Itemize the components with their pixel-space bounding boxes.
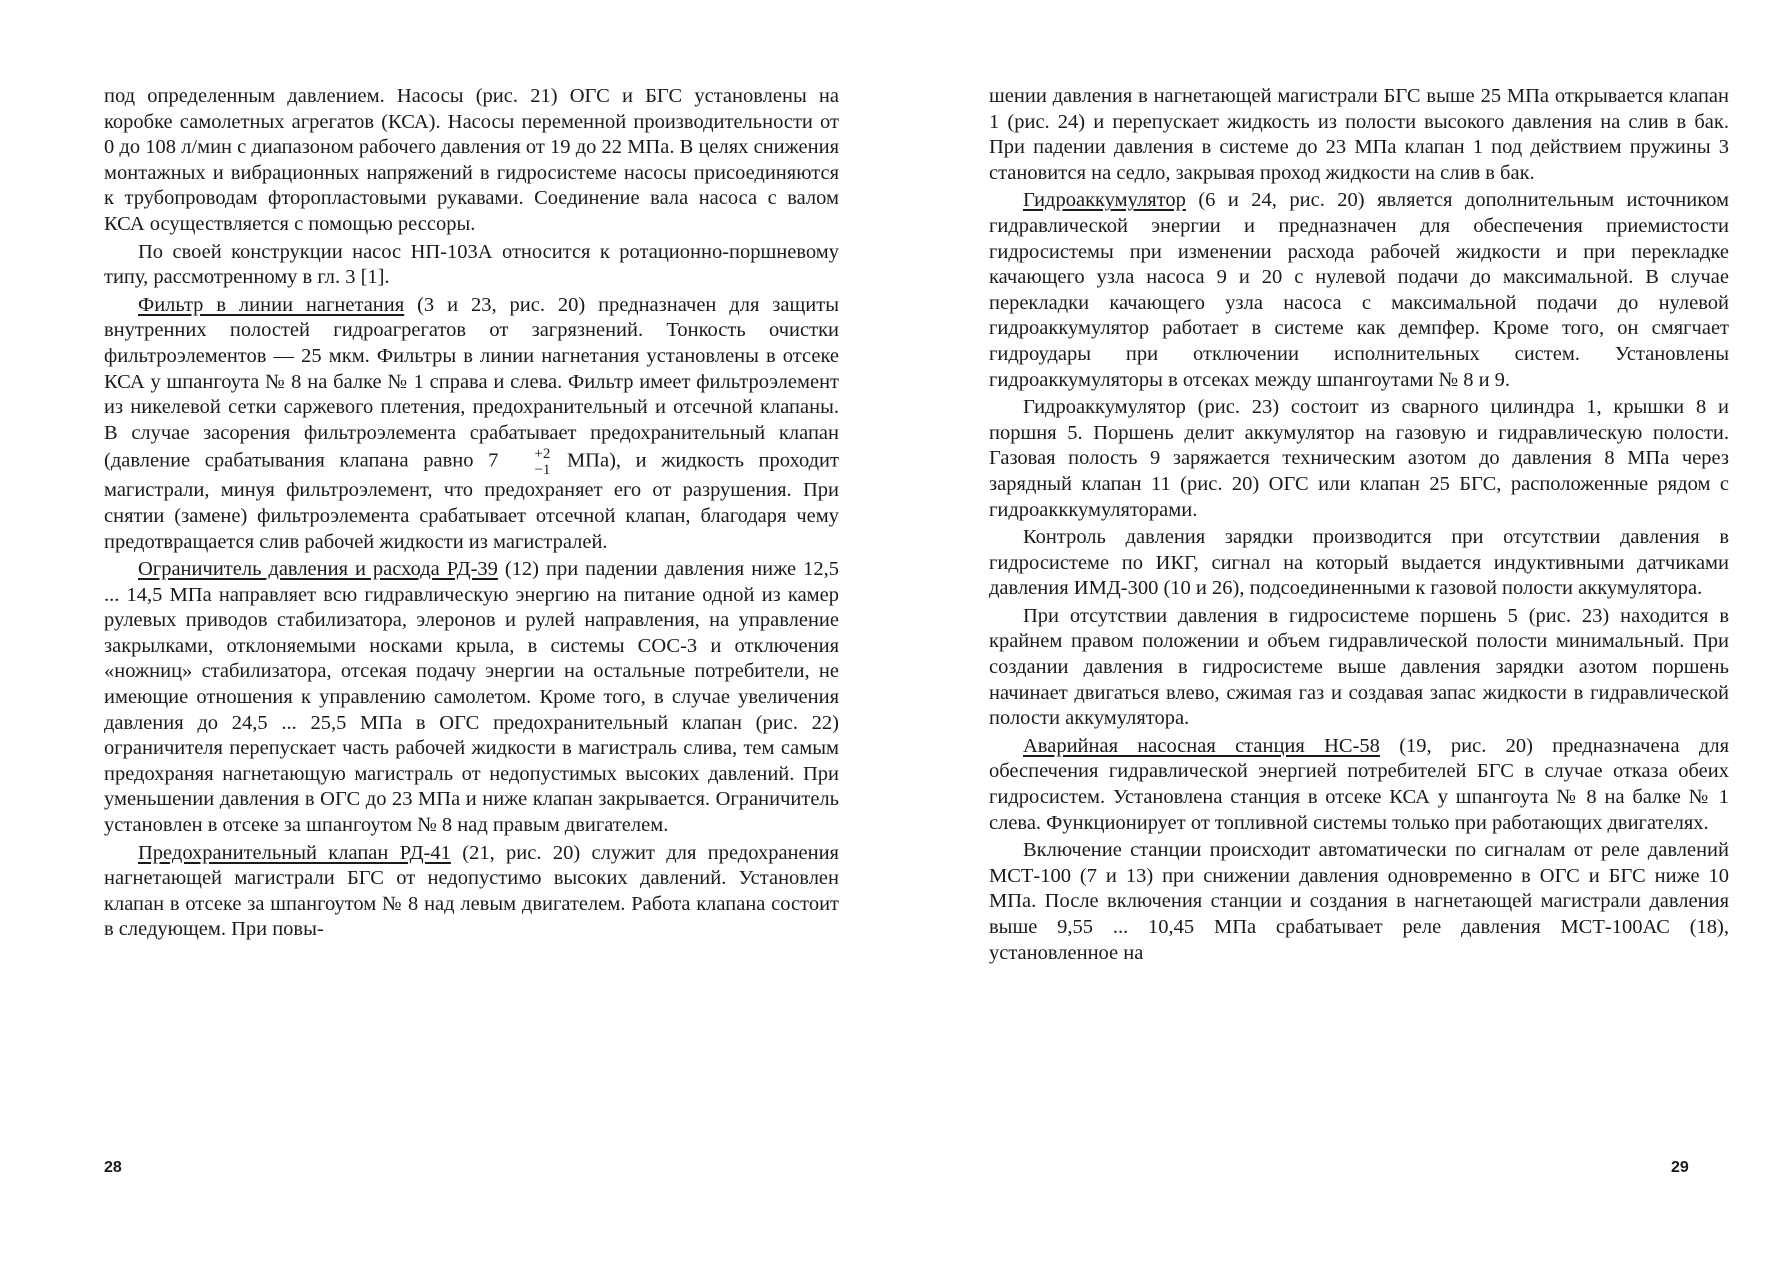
- paragraph: Включение станции происходит автоматически по сигналам от реле давлений МСТ-100 (7 и 13) при снижении давления одновременно в ОГС и БГС ниже 10 МПа. После включения станции и создания в нагнетающей магистрали давления выше 9,55 ... 10,45 МПа срабатывает реле давления МСТ-100АС (18), установленное на: [989, 839, 1729, 964]
- paragraph: шении давления в нагнетающей магистрали БГС выше 25 МПа открывается клапан 1 (рис. 24) и перепускает жидкость из полости высокого давления на слив в бак. При падении давления в системе до 23 МПа клапан 1 под действием пружины 3 становится на седло, закрывая проход жидкости на слив в бак.: [989, 85, 1729, 184]
- term-heading: Фильтр в линии нагнетания: [138, 293, 405, 316]
- term-heading: Ограничитель давления и расхода РД-39: [138, 558, 498, 581]
- right-text-column: [989, 84, 1729, 966]
- paragraph: Гидроаккумулятор (рис. 23) состоит из сварного цилиндра 1, крышки 8 и поршня 5. Поршень делит аккумулятор на газовую и гидравлическую полости. Газовая полость 9 заряжается техническим азотом до давления 8 МПа через зарядный клапан 11 (рис. 20) ОГС или клапан 25 БГС, расположенные рядом с гидроакккумуляторами.: [989, 396, 1729, 521]
- left-text-column: [104, 84, 839, 943]
- paragraph: Фильтр в линии нагнетания (3 и 23, рис. 20) предназначен для защиты внутренних полостей гидроагрегатов от загрязнений. Тонкость очистки фильтроэлементов — 25 мкм. Фильтры в линии нагнетания установлены в отсеке КСА у шпангоута № 8 на балке № 1 справа и слева. Фильтр имеет фильтроэлемент из никелевой сетки саржевого плетения, предохранительный и отсечной клапаны. В случае засорения фильтроэлемента срабатывает предохранительный клапан (давление срабатывания клапана равно 7 +2 −1 МПа), и жидкость проходит магистрали, минуя фильтроэлемент, что предохраняет его от разрушения. При снятии (замене) фильтроэлемента срабатывает отсечной клапан, благодаря чему предотвращается слив рабочей жидкости из магистралей.: [104, 293, 839, 553]
- paragraph: Аварийная насосная станция НС-58 (19, рис. 20) предназначена для обеспечения гидравлической энергией потребителей БГС в случае отказа обеих гидросистем. Установлена станция в отсеке КСА у шпангоута № 8 на балке № 1 слева. Функционирует от топливной системы только при работающих двигателях.: [989, 734, 1729, 834]
- left-page: [0, 0, 893, 1263]
- term-heading: Гидроаккумулятор: [1023, 189, 1186, 212]
- paragraph: под определенным давлением. Насосы (рис. 21) ОГС и БГС установлены на коробке самолетных агрегатов (КСА). Насосы переменной производительности от 0 до 108 л/мин с диапазоном рабочего давления от 19 до 22 МПа. В целях снижения монтажных и вибрационных напряжений в гидросистеме насосы присоединяются к трубопроводам фторопластовыми рукавами. Соединение вала насоса с валом КСА осуществляется с помощью рессоры.: [104, 85, 839, 235]
- paragraph: Контроль давления зарядки производится при отсутствии давления в гидросистеме по ИКГ, сигнал на который выдается индуктивными датчиками давления ИМД-300 (10 и 26), подсоединенными к газовой полости аккумулятора.: [989, 526, 1729, 600]
- tolerance-fraction: +2 −1: [534, 446, 551, 479]
- page-number: 28: [104, 1159, 122, 1176]
- right-page: [893, 0, 1787, 1263]
- term-heading: Аварийная насосная станция НС-58: [1023, 734, 1380, 757]
- paragraph: Предохранительный клапан РД-41 (21, рис. 20) служит для предохранения нагнетающей магистрали БГС от недопустимо высоких давлений. Установлен клапан в отсеке за шпангоутом № 8 над левым двигателем. Работа клапана состоит в следующем. При повы-: [104, 841, 839, 941]
- paragraph: При отсутствии давления в гидросистеме поршень 5 (рис. 23) находится в крайнем правом положении и объем гидравлической полости минимальный. При создании давления в гидросистеме выше давления зарядки азотом поршень начинает двигаться влево, сжимая газ и создавая запас жидкости в гидравлической полости аккумулятора.: [989, 604, 1729, 730]
- page-number: 29: [1671, 1159, 1689, 1176]
- paragraph: Гидроаккумулятор (6 и 24, рис. 20) является дополнительным источником гидравлической энергии и предназначен для обеспечения приемистости гидросистемы при изменении расхода рабочей жидкости и при перекладке качающего узла насоса 9 и 20 с нулевой подачи до максимальной. В случае перекладки качающего узла насоса с максимальной подачи до нулевой гидроаккумулятор работает в системе как демпфер. Кроме того, он смягчает гидроудары при отключении исполнительных систем. Установлены гидроаккумуляторы в отсеках между шпангоутами № 8 и 9.: [989, 189, 1729, 391]
- paragraph: По своей конструкции насос НП-103А относится к ротационно-поршневому типу, рассмотренному в гл. 3 [1].: [104, 240, 839, 289]
- paragraph: Ограничитель давления и расхода РД-39 (12) при падении давления ниже 12,5 ... 14,5 МПа направляет всю гидравлическую энергию на питание одной из камер рулевых приводов стабилизатора, элеронов и рулей направления, на управление закрылками, отклоняемыми носками крыла, в системы СОС-3 и отключения «ножниц» стабилизатора, отсекая подачу энергии на остальные потребители, не имеющие отношения к управлению самолетом. Кроме того, в случае увеличения давления до 24,5 ... 25,5 МПа в ОГС предохранительный клапан (рис. 22) ограничителя перепускает часть рабочей жидкости в магистраль слива, тем самым предохраняя нагнетающую магистраль от недопустимых высоких давлений. При уменьшении давления в ОГС до 23 МПа и ниже клапан закрывается. Ограничитель установлен в отсеке за шпангоутом № 8 над правым двигателем.: [104, 558, 839, 837]
- term-heading: Предохранительный клапан РД-41: [138, 841, 451, 864]
